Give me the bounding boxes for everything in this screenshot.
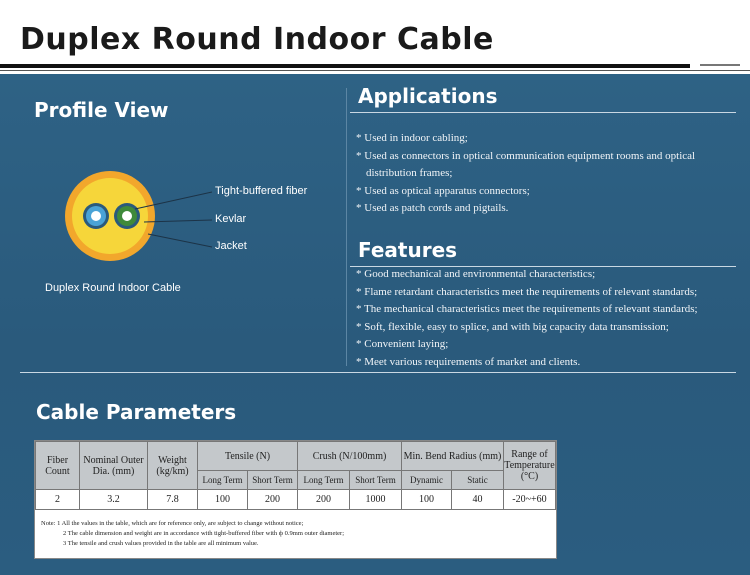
parameters-table	[35, 441, 556, 510]
header-crush: Crush (N/100mm)	[298, 442, 402, 471]
cell-crush-long: 200	[298, 490, 350, 510]
section-divider	[20, 372, 736, 373]
cell-bend-dynamic: 100	[402, 490, 452, 510]
cable-cross-section	[60, 168, 215, 268]
header-bend-radius: Min. Bend Radius (mm)	[402, 442, 504, 471]
fiber-label: Tight-buffered fiber	[215, 185, 308, 197]
applications-heading: Applications	[358, 84, 498, 108]
column-divider	[346, 88, 347, 366]
parameters-table-container	[34, 440, 557, 559]
jacket-leader-line	[148, 234, 212, 247]
applications-list	[356, 130, 695, 218]
cell-bend-static: 40	[452, 490, 504, 510]
note-line: 3 The tensile and crush values provided in the table are all minimum value.	[63, 540, 259, 547]
page-title: Duplex Round Indoor Cable	[20, 22, 494, 57]
table-notes	[41, 519, 344, 549]
note-line: Note: 1 All the values in the table, which are for reference only, are subject to change without notice;	[41, 520, 304, 527]
list-item: * Flame retardant characteristics meet the requirements of relevant standards;	[356, 285, 698, 298]
kevlar-label: Kevlar	[215, 213, 247, 225]
list-item: * Convenient laying;	[356, 338, 449, 350]
list-item: * Used as patch cords and pigtails.	[356, 202, 509, 214]
title-rule-thin	[0, 70, 750, 71]
cell-outer-dia: 3.2	[80, 490, 148, 510]
header-weight: Weight (kg/km)	[148, 442, 198, 490]
profile-heading: Profile View	[34, 98, 169, 122]
cell-fiber-count: 2	[36, 490, 80, 510]
header-fiber-count: Fiber Count	[36, 442, 80, 490]
sub-tensile-short: Short Term	[248, 471, 298, 490]
list-item: * Meet various requirements of market and clients.	[356, 355, 581, 368]
cell-crush-short: 1000	[350, 490, 402, 510]
list-item: distribution frames;	[366, 167, 453, 179]
cell-tensile-short: 200	[248, 490, 298, 510]
list-item: * Soft, flexible, easy to splice, and with big capacity data transmission;	[356, 320, 669, 333]
table-row	[36, 490, 556, 510]
sub-crush-long: Long Term	[298, 471, 350, 490]
header-temperature: Range of Temperature (°C)	[504, 442, 556, 490]
fiber-right-core	[122, 211, 132, 221]
cell-tensile-long: 100	[198, 490, 248, 510]
list-item: * Used in indoor cabling;	[356, 132, 468, 144]
list-item: * The mechanical characteristics meet the requirements of relevant standards;	[356, 303, 698, 315]
list-item: * Good mechanical and environmental characteristics;	[356, 268, 596, 280]
list-item: * Used as connectors in optical communication equipment rooms and optical	[356, 149, 696, 162]
sub-bend-static: Static	[452, 471, 504, 490]
features-list	[356, 266, 698, 371]
fiber-left-core	[91, 211, 101, 221]
parameters-heading: Cable Parameters	[36, 400, 237, 424]
jacket-label: Jacket	[215, 240, 247, 252]
title-rule-dash	[700, 64, 740, 66]
cell-weight: 7.8	[148, 490, 198, 510]
cell-temperature: -20~+60	[504, 490, 556, 510]
note-line: 2 The cable dimension and weight are in accordance with tight-buffered fiber with ф 0.9mm outer diameter;	[63, 530, 345, 537]
title-rule	[0, 64, 690, 68]
features-heading: Features	[358, 238, 458, 262]
sub-bend-dynamic: Dynamic	[402, 471, 452, 490]
list-item: * Used as optical apparatus connectors;	[356, 184, 530, 197]
header-outer-dia: Nominal Outer Dia. (mm)	[80, 442, 148, 490]
header-tensile: Tensile (N)	[198, 442, 298, 471]
sub-crush-short: Short Term	[350, 471, 402, 490]
sub-tensile-long: Long Term	[198, 471, 248, 490]
profile-caption: Duplex Round Indoor Cable	[45, 282, 181, 294]
applications-divider	[350, 112, 736, 113]
